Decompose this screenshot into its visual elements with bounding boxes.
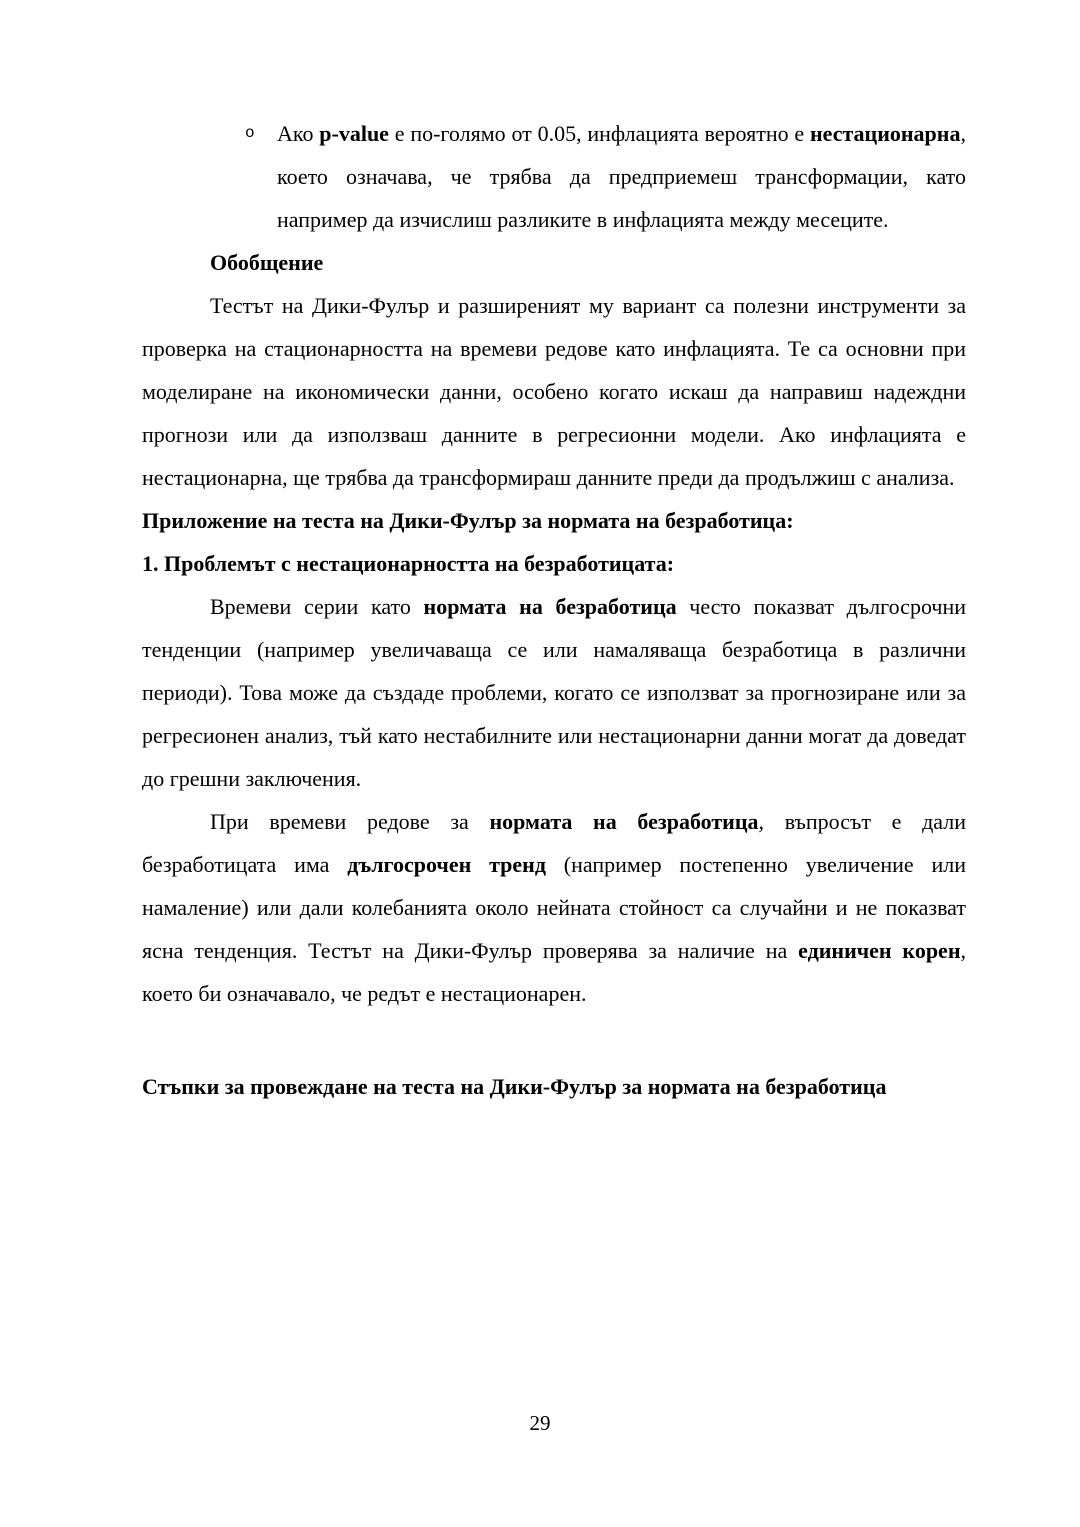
heading-application: Приложение на теста на Дики-Фулър за нормата на безработица:	[142, 508, 794, 533]
heading-steps: Стъпки за провеждане на теста на Дики-Фулър за нормата на безработица	[142, 1074, 887, 1099]
page-number: 29	[529, 1411, 551, 1435]
bullet-item	[142, 112, 966, 241]
heading-summary: Обобщение	[210, 250, 324, 275]
document-content	[142, 112, 966, 1108]
paragraph-summary: Тестът на Дики-Фулър и разширеният му вариант са полезни инструменти за проверка на стационарността на времеви редове като инфлацията. Те са основни при моделиране на икономически данни, особено когато искаш да направиш надеждни прогнози или да използваш данните в регресионни модели. Ако инфлацията е нестационарна, ще трябва да трансформираш данните преди да продължиш с анализа.	[142, 293, 966, 490]
heading-problem: 1. Проблемът с нестационарността на безработицата:	[142, 551, 675, 576]
bullet-marker: o	[245, 124, 255, 142]
bullet-paragraph: Ако p-value е по-голямо от 0.05, инфлацията вероятно е нестационарна, което означава, че трябва да предприемеш трансформации, като например да изчислиш разликите в инфлацията между месеците.	[277, 121, 966, 232]
paragraph-problem: Времеви серии като нормата на безработица често показват дългосрочни тенденции (например увеличаваща се или намаляваща безработица в различни периоди). Това може да създаде проблеми, когато се използват за прогнозиране или за регресионен анализ, тъй като нестабилните или нестационарни данни могат да доведат до грешни заключения.	[142, 594, 966, 791]
paragraph-trend: При времеви редове за нормата на безработица, въпросът е дали безработицата има дългосрочен тренд (например постепенно увеличение или намаление) или дали колебанията около нейната стойност са случайни и не показват ясна тенденция. Тестът на Дики-Фулър проверява за наличие на единичен корен, което би означавало, че редът е нестационарен.	[142, 809, 966, 1006]
